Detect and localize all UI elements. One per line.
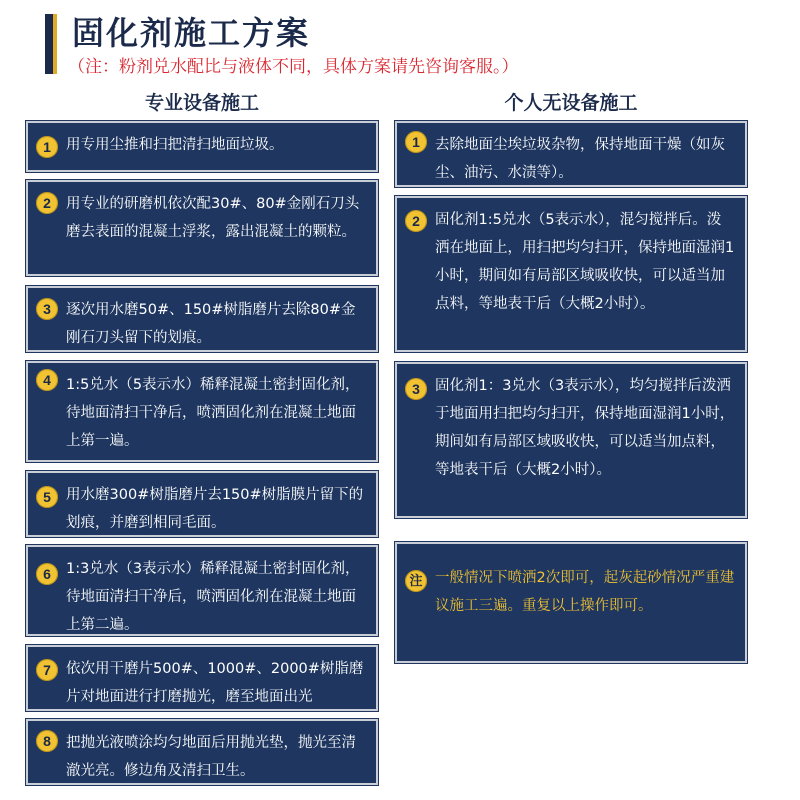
consult-note: （注：粉剂兑水配比与液体不同，具体方案请先咨询客服。） [68, 57, 519, 77]
step-number-badge: 2 [36, 192, 58, 214]
step-text: 把抛光液喷涂均匀地面后用抛光垫，抛光至清澈光亮。修边角及清扫卫生。 [66, 735, 356, 779]
title-accent-bar [45, 14, 53, 74]
pro-step-5 [26, 471, 378, 537]
title-accent-stripe [53, 14, 57, 74]
pro-step-4 [26, 361, 378, 462]
pro-step-2 [26, 180, 378, 276]
diy-step-2 [395, 196, 747, 352]
pro-step-1 [26, 121, 378, 172]
step-text: 用专业的研磨机依次配30#、80#金刚石刀头磨去表面的混凝土浮浆，露出混凝土的颗粒。 [66, 196, 360, 240]
step-number-badge: 4 [36, 369, 58, 391]
step-text: 用专用尘推和扫把清扫地面垃圾。 [66, 137, 284, 153]
pro-step-6 [26, 545, 378, 636]
step-number-badge: 1 [405, 131, 427, 153]
diy-column-heading: 个人无设备施工 [504, 92, 638, 114]
pro-step-7 [26, 645, 378, 711]
step-text: 逐次用水磨50#、150#树脂磨片去除80#金刚石刀头留下的划痕。 [66, 302, 356, 346]
step-text: 1:3兑水（3表示水）稀释混凝土密封固化剂，待地面清扫干净后，喷洒固化剂在混凝土地面上第二遍。 [66, 561, 360, 633]
pro-step-3 [26, 286, 378, 352]
step-number-badge: 5 [36, 486, 58, 508]
step-number-badge: 6 [36, 563, 58, 585]
step-number-badge: 8 [36, 730, 58, 752]
step-number-badge: 3 [36, 298, 58, 320]
diy-step-3 [395, 362, 747, 518]
diy-tip-card [395, 542, 747, 663]
note-badge: 注 [405, 570, 427, 592]
step-text: 固化剂1:5兑水（5表示水），混匀搅拌后。泼洒在地面上，用扫把均匀扫开，保持地面湿润1小时，期间如有局部区域吸收快，可以适当加点料，等地表干后（大概2小时）。 [435, 212, 735, 312]
tip-text: 一般情况下喷洒2次即可，起灰起砂情况严重建议施工三遍。重复以上操作即可。 [435, 570, 735, 614]
step-text: 依次用干磨片500#、1000#、2000#树脂磨片对地面进行打磨抛光，磨至地面出光 [66, 661, 364, 705]
step-number-badge: 2 [405, 210, 427, 232]
diy-step-1 [395, 121, 747, 187]
professional-column-heading: 专业设备施工 [144, 92, 259, 114]
step-text: 固化剂1：3兑水（3表示水），均匀搅拌后泼洒于地面用扫把均匀扫开，保持地面湿润1小时，期间如有局部区域吸收快，可以适当加点料，等地表干后（大概2小时）。 [435, 378, 735, 478]
page-title: 固化剂施工方案 [72, 14, 311, 52]
step-number-badge: 3 [405, 378, 427, 400]
pro-step-8 [26, 719, 378, 785]
step-number-badge: 7 [36, 659, 58, 681]
step-text: 用水磨300#树脂磨片去150#树脂膜片留下的划痕，并磨到相同毛面。 [66, 487, 364, 531]
step-number-badge: 1 [36, 136, 58, 158]
step-text: 去除地面尘埃垃圾杂物，保持地面干燥（如灰尘、油污、水渍等）。 [435, 137, 725, 181]
step-text: 1:5兑水（5表示水）稀释混凝土密封固化剂，待地面清扫干净后，喷洒固化剂在混凝土地面上第一遍。 [66, 377, 360, 449]
